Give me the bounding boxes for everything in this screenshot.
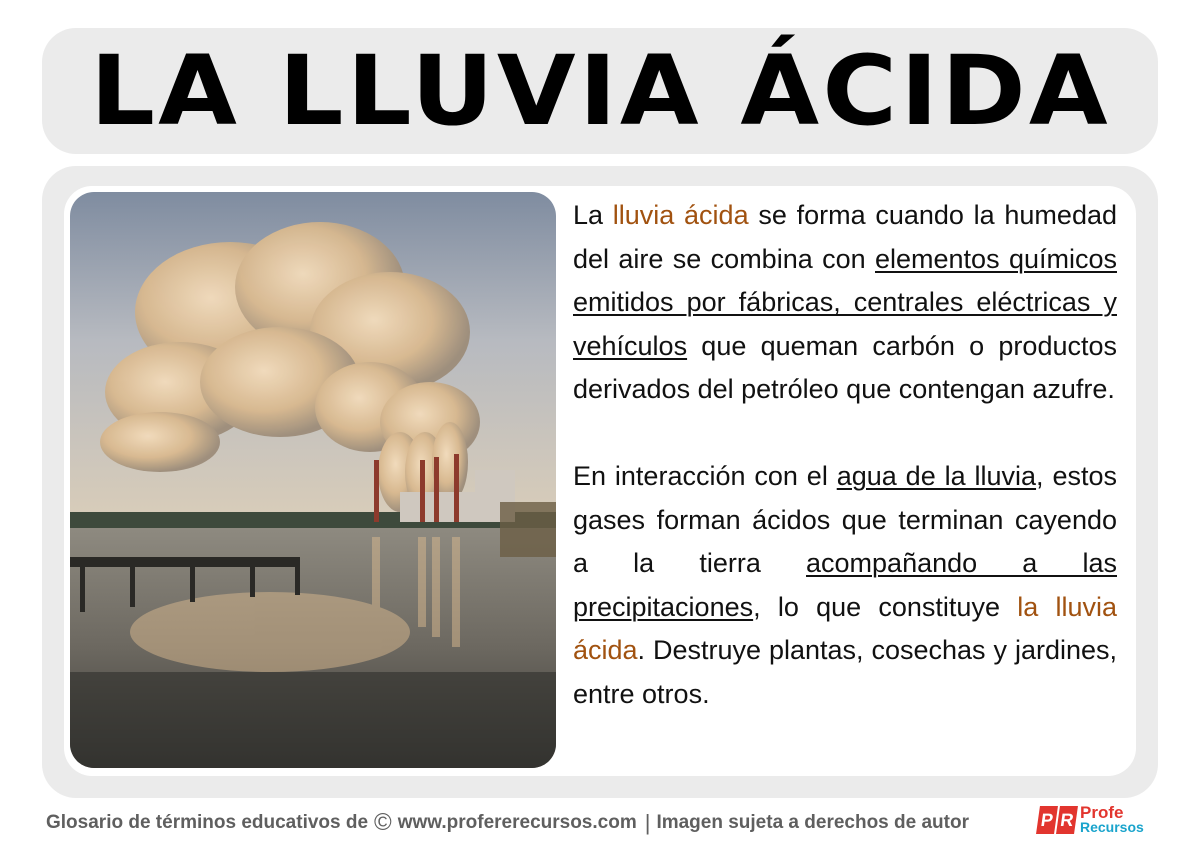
logo-wordmark (1080, 803, 1144, 835)
footer-glossary: Glosario de términos educativos de (46, 812, 369, 833)
p2-text-2: , estos gases forman ácidos que terminan cayendo a la tierra (573, 461, 1117, 578)
logo-line-1: Profe (1080, 803, 1124, 822)
p1-text-2: se forma cuando la humedad del aire se combina con (573, 200, 1117, 274)
definition-paragraph-2 (573, 455, 1117, 716)
p2-highlight-term: la lluvia ácida (573, 591, 1118, 665)
footer-separator: | (644, 810, 651, 835)
p2-text-3: , lo que constituye (753, 591, 1018, 622)
p1-text-1: La (573, 200, 613, 230)
p2-underlined-rain-water: agua de la lluvia (836, 461, 1037, 491)
page-title: LA LLUVIA ÁCIDA (89, 35, 1111, 147)
footer-credits (46, 808, 969, 838)
title-banner (42, 28, 1158, 154)
logo-line-2: Recursos (1080, 819, 1144, 835)
profe-recursos-logo (1038, 803, 1144, 835)
p1-underlined-emitters: elementos químicos emitidos por fábricas, centrales eléctricas y vehículos (573, 243, 1117, 361)
power-plant-smokestacks-photo (70, 192, 556, 768)
p2-text-4: . Destruye plantas, cosechas y jardines, entre otros. (573, 635, 1117, 709)
footer-rights: Imagen sujeta a derechos de autor (656, 812, 969, 833)
logo-letter-p: P (1036, 806, 1058, 834)
definition-paragraph-1 (573, 194, 1117, 412)
p1-highlight-term: lluvia ácida (612, 200, 749, 230)
footer-website-link[interactable]: www.profererecursos.com (397, 812, 637, 833)
p1-text-3: que queman carbón o productos derivados del petróleo que contengan azufre. (573, 330, 1117, 404)
p2-underlined-precipitation: acompañando a las precipitaciones (573, 548, 1117, 622)
logo-letter-r: R (1056, 806, 1078, 834)
copyright-icon: © (374, 809, 392, 836)
definition-text (573, 194, 1117, 716)
pr-logo-icon (1038, 806, 1076, 834)
power-plant-photo (70, 192, 556, 768)
p2-text-1: En interacción con el (573, 461, 837, 491)
